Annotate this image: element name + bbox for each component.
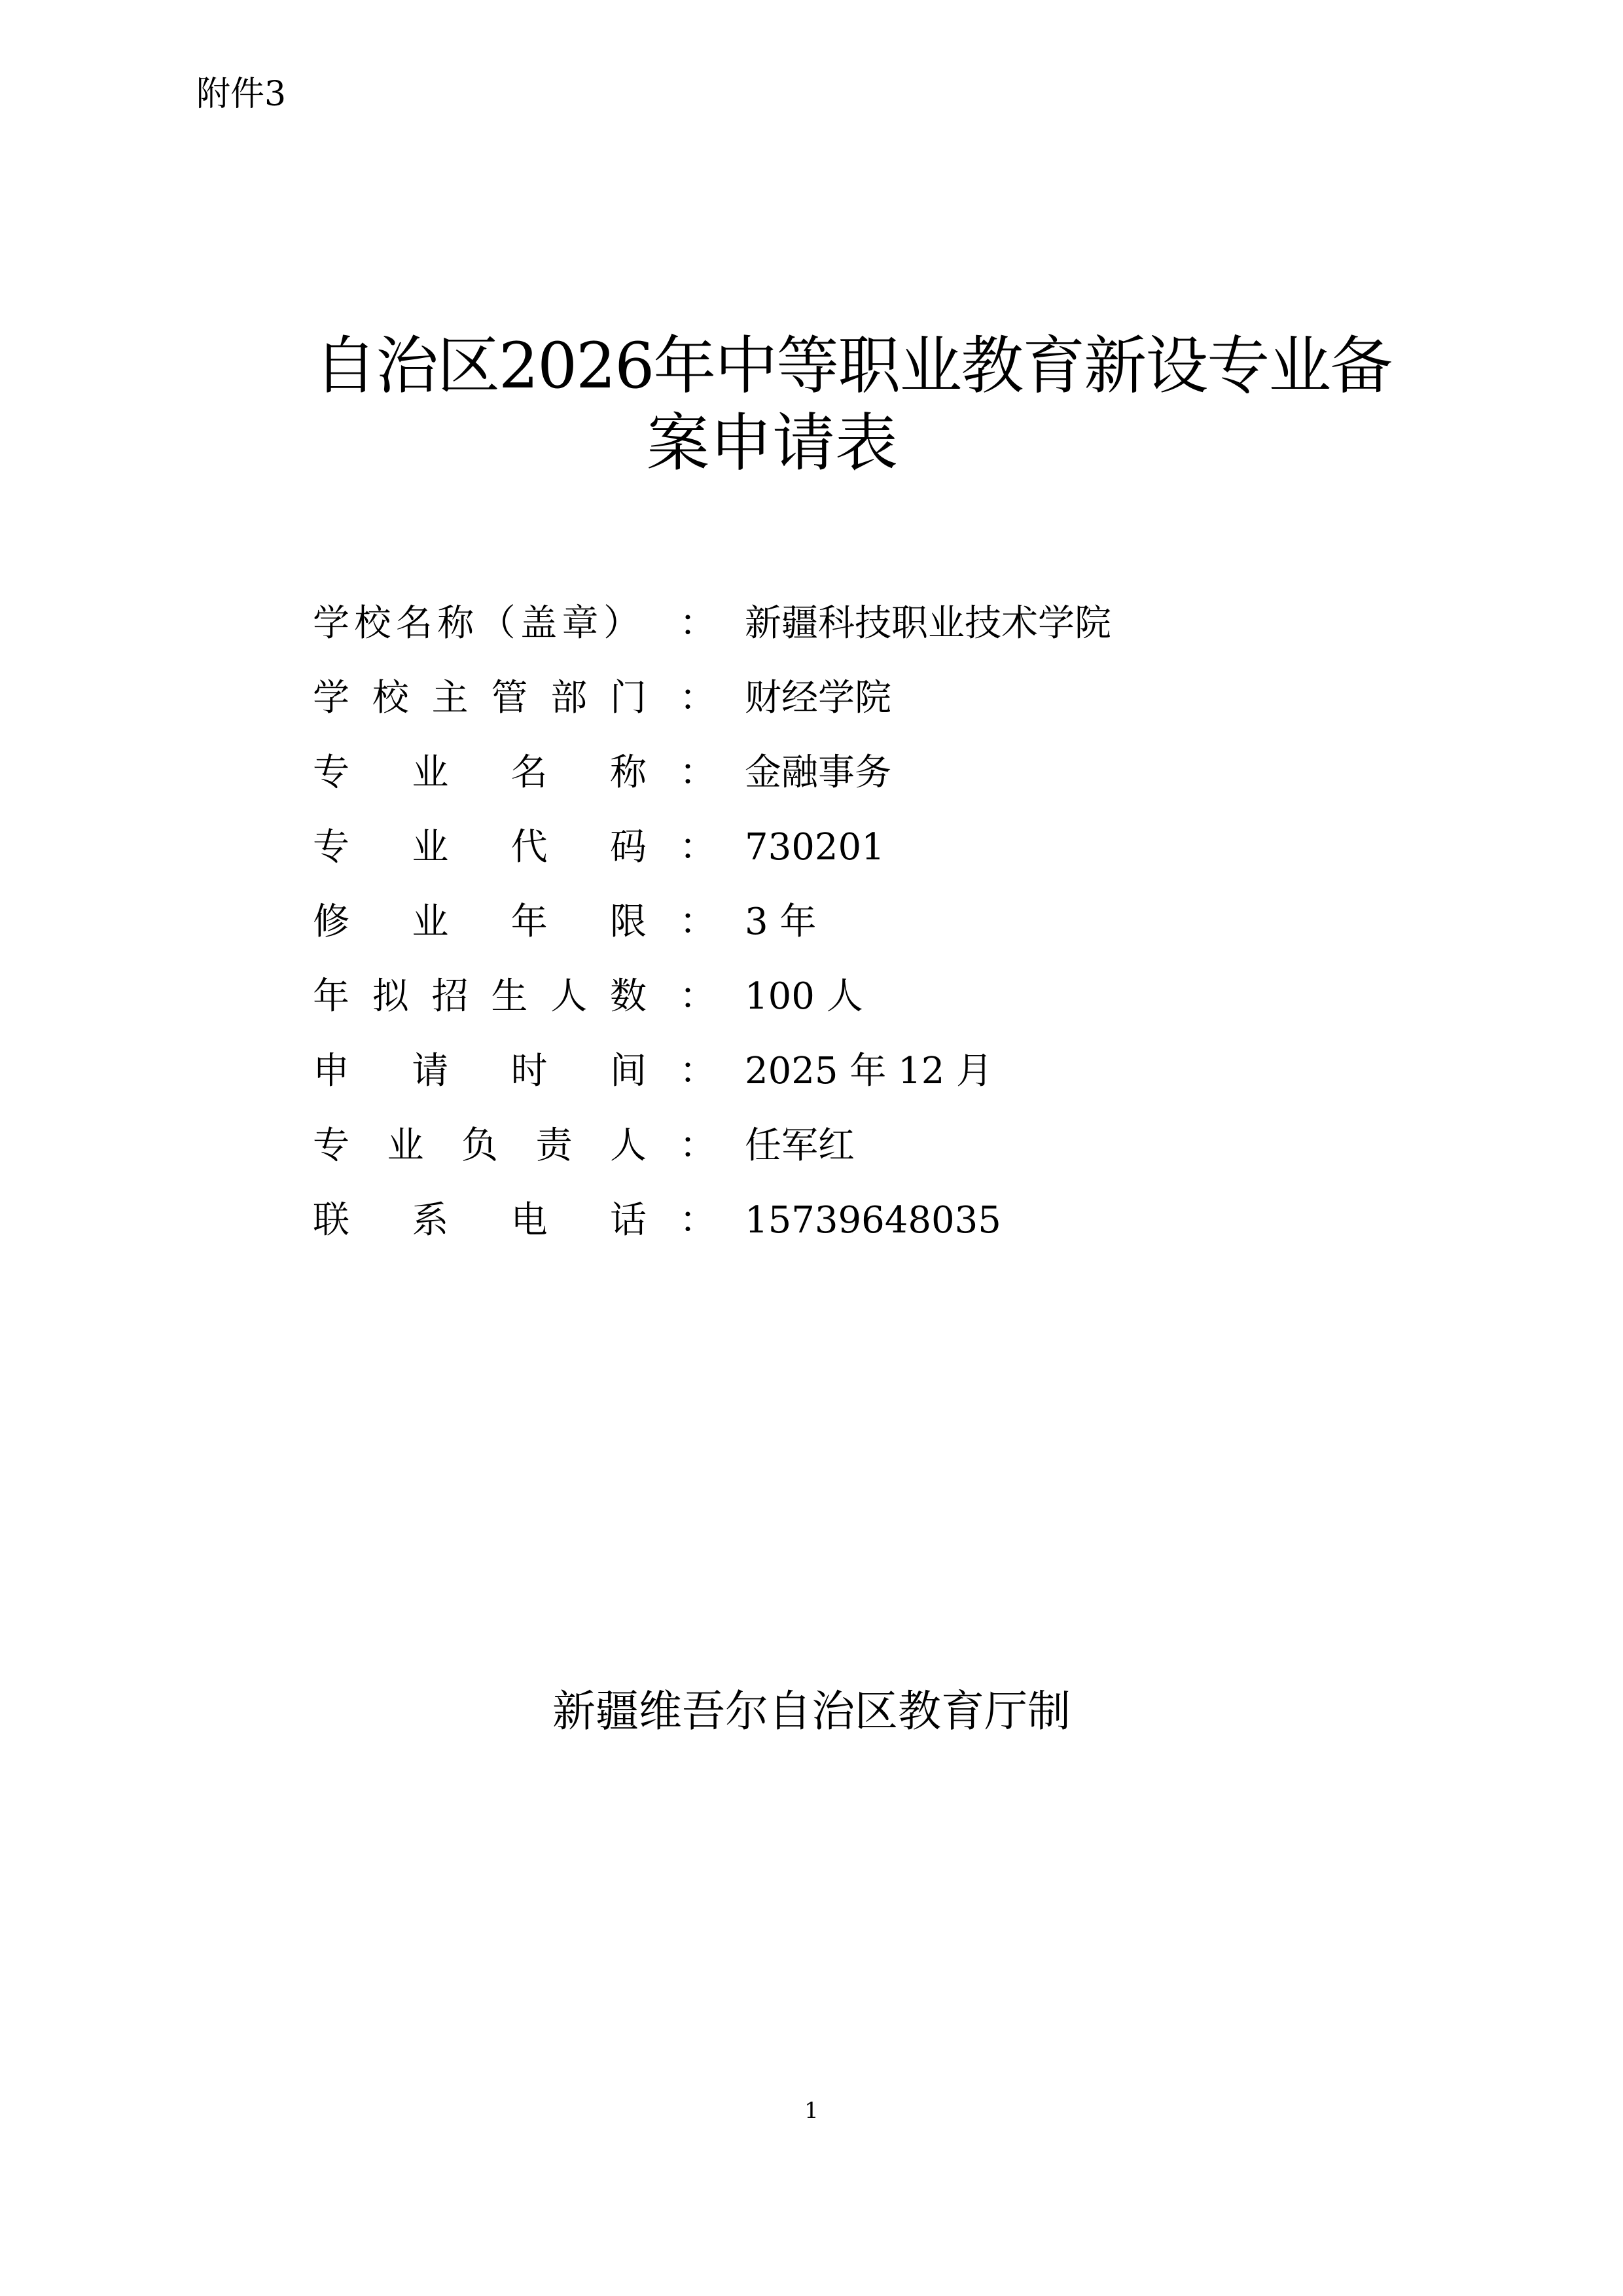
field-label (313, 1034, 647, 1109)
field-label-char: 电 (510, 1199, 548, 1242)
major-code-row (313, 810, 1294, 885)
field-label-char: 限 (609, 901, 647, 943)
field-label (313, 885, 647, 960)
field-colon: ： (679, 677, 716, 719)
field-label-char: 学 (313, 677, 349, 719)
field-colon: ： (679, 826, 716, 869)
field-label-char: 联 (313, 1199, 349, 1242)
field-label-char: 盖 (520, 602, 558, 645)
field-label (313, 810, 647, 885)
field-label-char: ） (603, 602, 640, 645)
field-label (313, 736, 647, 810)
field-colon: ： (679, 602, 716, 645)
field-label-char: 主 (431, 677, 469, 719)
field-label-char: 业 (412, 826, 449, 869)
annual-enrollment-row (313, 960, 1294, 1034)
field-value: 财经学院 (745, 677, 891, 719)
contact-phone-row (313, 1183, 1294, 1258)
field-label-char: 系 (412, 1199, 449, 1242)
field-label-char: 修 (313, 901, 349, 943)
field-value: 2025 年 12 月 (745, 1050, 993, 1092)
field-label-char: 间 (609, 1050, 647, 1092)
field-label-char: 部 (550, 677, 588, 719)
field-label-char: 人 (610, 1124, 647, 1167)
page-number: 1 (804, 2098, 819, 2124)
field-label-char: 时 (510, 1050, 548, 1092)
field-label (313, 960, 647, 1034)
field-value: 3 年 (745, 901, 817, 943)
field-label (313, 1109, 647, 1183)
field-label-char: 称 (609, 751, 647, 794)
issuing-authority: 新疆维吾尔自治区教育厅制 (552, 1686, 1071, 1736)
document-title (314, 327, 1392, 482)
field-label-char: 章 (562, 602, 599, 645)
field-label-char: 负 (461, 1124, 498, 1167)
field-value: 新疆科技职业技术学院 (745, 602, 1111, 645)
field-label-char: 年 (313, 975, 349, 1018)
field-label-char: 话 (609, 1199, 647, 1242)
field-label (313, 661, 647, 736)
field-label-char: 门 (609, 677, 647, 719)
field-colon: ： (679, 1124, 716, 1167)
field-label (313, 1183, 647, 1258)
field-label-char: 拟 (372, 975, 409, 1018)
document-title-line-1: 自治区2026年中等职业教育新设专业备 (314, 329, 1392, 403)
field-value: 15739648035 (745, 1199, 1001, 1242)
field-label-char: 专 (313, 826, 349, 869)
field-label-char: （ (478, 602, 516, 645)
document-title-line-2: 案申请表 (647, 406, 898, 480)
field-label-char: 招 (431, 975, 469, 1018)
major-name-row (313, 736, 1294, 810)
attachment-label: 附件3 (196, 75, 287, 114)
field-colon: ： (679, 901, 716, 943)
application-date-row (313, 1034, 1294, 1109)
study-duration-row (313, 885, 1294, 960)
school-authority-row (313, 661, 1294, 736)
field-label-char: 专 (313, 751, 349, 794)
field-value: 任军红 (745, 1124, 855, 1167)
field-label-char: 校 (372, 677, 409, 719)
field-value: 金融事务 (745, 751, 891, 794)
field-label-char: 申 (313, 1050, 349, 1092)
field-colon: ： (679, 751, 716, 794)
field-label-char: 请 (412, 1050, 449, 1092)
field-label-char: 名 (395, 602, 433, 645)
field-colon: ： (679, 1199, 716, 1242)
field-label-char: 代 (510, 826, 548, 869)
field-label-char: 校 (354, 602, 391, 645)
field-label-char: 责 (535, 1124, 573, 1167)
field-value: 730201 (745, 826, 885, 869)
field-label-char: 业 (387, 1124, 424, 1167)
field-label-char: 生 (491, 975, 528, 1018)
field-label (313, 586, 640, 661)
field-label-char: 数 (609, 975, 647, 1018)
application-info-table (313, 586, 1294, 1258)
field-label-char: 业 (412, 751, 449, 794)
field-colon: ： (679, 1050, 716, 1092)
field-label-char: 称 (437, 602, 474, 645)
field-label-char: 业 (412, 901, 449, 943)
field-value: 100 人 (745, 975, 863, 1018)
field-label-char: 管 (491, 677, 528, 719)
major-leader-row (313, 1109, 1294, 1183)
field-colon: ： (679, 975, 716, 1018)
field-label-char: 学 (313, 602, 349, 645)
school-name-row (313, 586, 1294, 661)
field-label-char: 人 (550, 975, 588, 1018)
field-label-char: 专 (313, 1124, 349, 1167)
field-label-char: 名 (510, 751, 548, 794)
field-label-char: 码 (609, 826, 647, 869)
field-label-char: 年 (510, 901, 548, 943)
